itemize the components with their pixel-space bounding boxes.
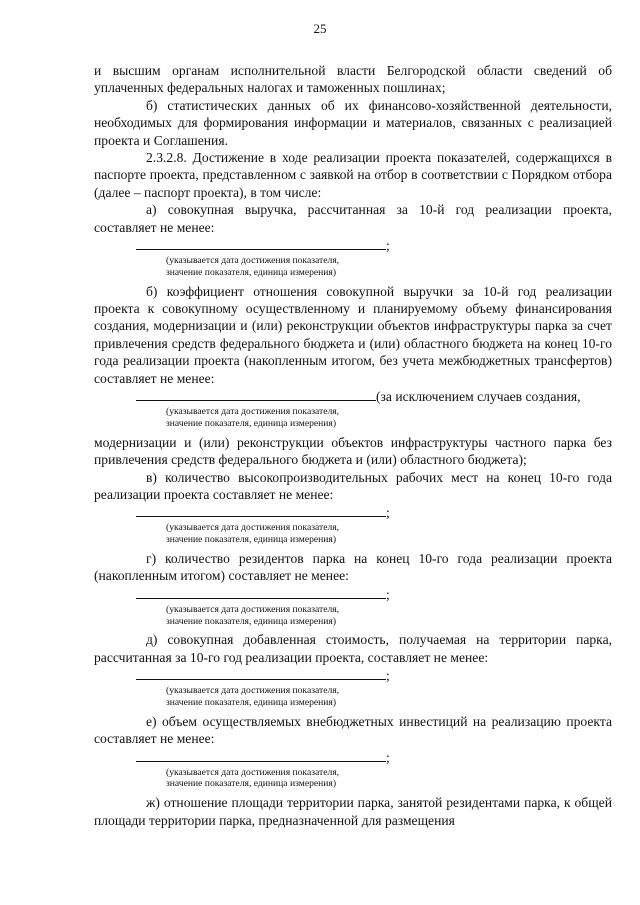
item-b-ratio: б) коэффициент отношения совокупной выручки за 10-й год реализации проекта к совокупному осуществленному и планируемому объему финансирования создания, модернизации и (или) реконструкции объектов инфраструктуры парка за счет привлечения средств федерального бюджета и (или) областного бюджета на конец 10-го года реализации проекта (накопленным итогом, без учета межбюджетных трансфертов) составляет не менее: — [94, 283, 612, 386]
fill-line-b — [94, 387, 612, 405]
blank-field — [136, 503, 386, 517]
fill-line-e — [94, 748, 612, 766]
item-v-jobs: в) количество высокопроизводительных рабочих мест на конец 10-го года реализации проекта составляет не менее: — [94, 469, 612, 502]
paragraph-b-statistics: б) статистических данных об их финансово-хозяйственной деятельности, необходимых для формирования информации и материалов, связанных с реализацией проекта и Соглашения. — [94, 97, 612, 148]
blank-field — [136, 666, 386, 680]
item-d-value-added: д) совокупная добавленная стоимость, получаемая на территории парка, рассчитанная за 10-го год реализации проекта, составляет не менее: — [94, 632, 612, 665]
hint-line-1: (указывается дата достижения показателя, — [166, 766, 340, 778]
hint-line-1: (указывается дата достижения показателя, — [166, 685, 340, 697]
semicolon: ; — [386, 505, 390, 521]
semicolon: ; — [386, 668, 390, 684]
fill-line-v — [94, 503, 612, 521]
semicolon: ; — [386, 749, 390, 765]
blank-field — [136, 748, 386, 762]
hint-line-1: (указывается дата достижения показателя, — [166, 406, 340, 418]
hint-e — [94, 767, 612, 791]
blank-field — [136, 387, 376, 401]
blank-field — [136, 236, 386, 250]
hint-line-1: (указывается дата достижения показателя, — [166, 522, 340, 534]
item-b-tail: модернизации и (или) реконструкции объектов инфраструктуры частного парка без привлечения средств федерального бюджета и (или) областного бюджета); — [94, 434, 612, 468]
hint-a — [94, 255, 612, 279]
hint-line-1: (указывается дата достижения показателя, — [166, 255, 340, 267]
hint-d — [94, 685, 612, 709]
inline-exception: (за исключением случаев создания, — [376, 389, 581, 405]
fill-line-g — [94, 585, 612, 603]
hint-v — [94, 522, 612, 546]
semicolon: ; — [386, 586, 390, 602]
fill-line-d — [94, 666, 612, 684]
hint-line-2: значение показателя, единица измерения) — [166, 696, 337, 708]
hint-line-2: значение показателя, единица измерения) — [166, 417, 337, 429]
paragraph-intro: и высшим органам исполнительной власти Белгородской области сведений об уплаченных федеральных налогах и таможенных пошлинах; — [94, 63, 612, 96]
hint-b — [94, 406, 612, 430]
item-a-revenue: а) совокупная выручка, рассчитанная за 10-й год реализации проекта, составляет не менее: — [94, 202, 612, 235]
semicolon: ; — [386, 238, 390, 254]
item-zh-area-ratio: ж) отношение площади территории парка, занятой резидентами парка, к общей площади территории парка, предназначенной для размещения — [94, 795, 612, 828]
hint-line-2: значение показателя, единица измерения) — [166, 266, 337, 278]
hint-line-2: значение показателя, единица измерения) — [166, 534, 337, 546]
hint-line-1: (указывается дата достижения показателя, — [166, 603, 340, 615]
document-body — [94, 62, 612, 829]
item-e-investments: е) объем осуществляемых внебюджетных инвестиций на реализацию проекта составляет не менее: — [94, 713, 612, 747]
hint-line-2: значение показателя, единица измерения) — [166, 615, 337, 627]
item-g-residents: г) количество резидентов парка на конец 10-го года реализации проекта (накопленным итогом) составляет не менее: — [94, 550, 612, 584]
fill-line-a — [94, 236, 612, 254]
page-number: 25 — [313, 21, 327, 36]
blank-field — [136, 585, 386, 599]
hint-g — [94, 604, 612, 628]
hint-line-2: значение показателя, единица измерения) — [166, 778, 337, 790]
paragraph-2-3-2-8: 2.3.2.8. Достижение в ходе реализации проекта показателей, содержащихся в паспорте проекта, представленном с заявкой на отбор в соответствии с Порядком отбора (далее – паспорт проекта), в том числе: — [94, 150, 612, 200]
